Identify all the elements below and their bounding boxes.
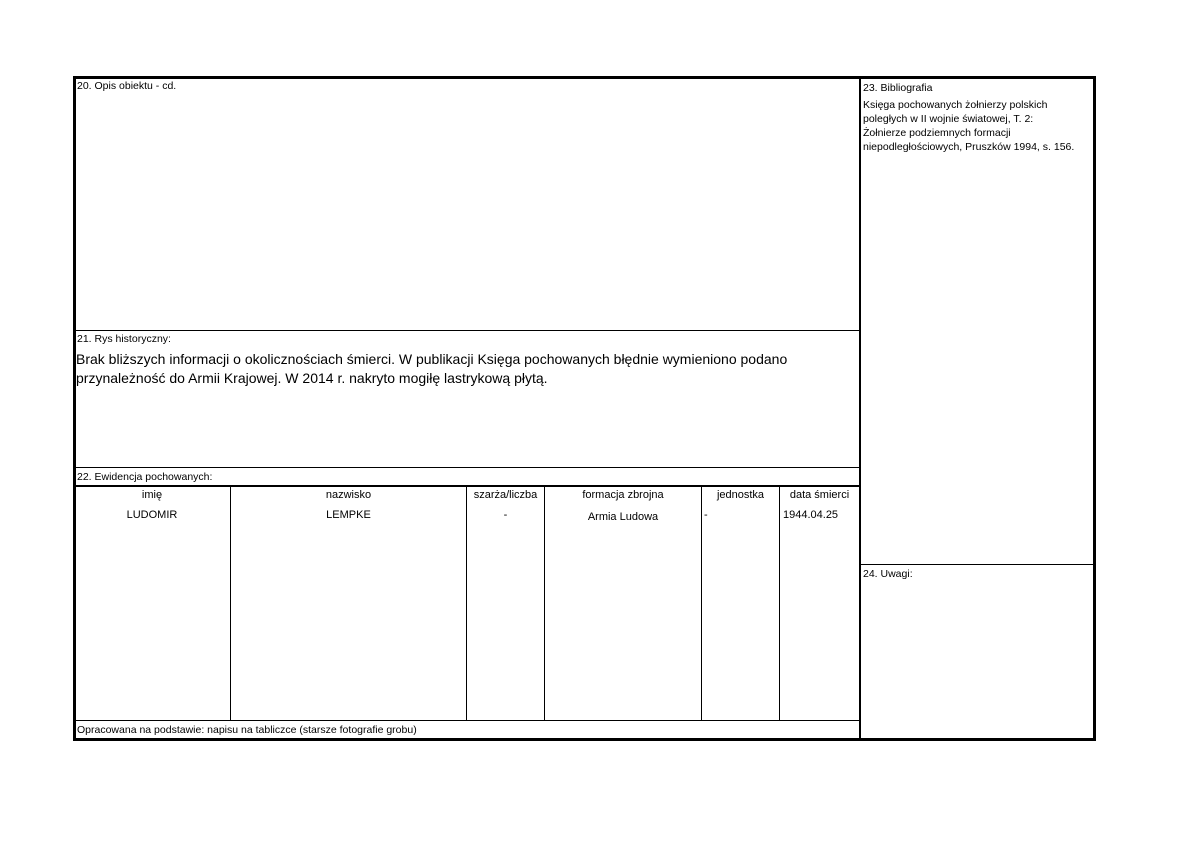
col-header-formacja: formacja zbrojna [582,489,664,501]
rys-text-line1: Brak bliższych informacji o okolicznościach śmierci. W publikacji Księga pochowanych błędnie wymieniono podano [76,351,788,367]
bibliografia-line-4: niepodległościowych, Pruszków 1994, s. 156. [863,141,1075,153]
col-header-imie: imię [141,489,163,501]
ewidencja-footer: Opracowana na podstawie: napisu na tabliczce (starsze fotografie grobu) [77,724,417,736]
bibliografia-line-3: Żołnierze podziemnych formacji [863,127,1011,139]
column-divider [859,77,861,741]
col-header-data: data śmierci [789,489,850,501]
cell-data: 1944.04.25 [783,509,839,521]
rys-divider [74,467,860,468]
col-line-5 [779,486,780,720]
ewidencja-header-divider [74,485,860,487]
footer-divider [74,720,860,721]
cell-formacja: Armia Ludowa [587,511,659,523]
opis-divider [74,330,860,331]
cell-szarza: - [503,509,508,521]
bibliografia-label: 23. Bibliografia [863,82,933,94]
form-frame [73,76,1096,741]
bibliografia-line-2: poległych w II wojnie światowej, T. 2: [863,113,1034,125]
col-header-nazwisko: nazwisko [325,489,372,501]
col-header-szarza: szarża/liczba [473,489,538,501]
bibliografia-line-1: Księga pochowanych żołnierzy polskich [863,99,1048,111]
opis-label: 20. Opis obiektu - cd. [77,80,177,92]
right-divider [860,564,1095,565]
rys-text-line2: przynależność do Armii Krajowej. W 2014 r. nakryto mogiłę lastrykową płytą. [76,370,548,386]
cell-imie: LUDOMIR [126,509,178,521]
rys-label: 21. Rys historyczny: [77,333,171,345]
col-line-4 [701,486,702,720]
col-header-jednostka: jednostka [716,489,765,501]
cell-jednostka: - [704,509,708,521]
uwagi-label: 24. Uwagi: [863,568,913,580]
cell-nazwisko: LEMPKE [326,509,371,521]
ewidencja-label: 22. Ewidencja pochowanych: [77,471,213,483]
